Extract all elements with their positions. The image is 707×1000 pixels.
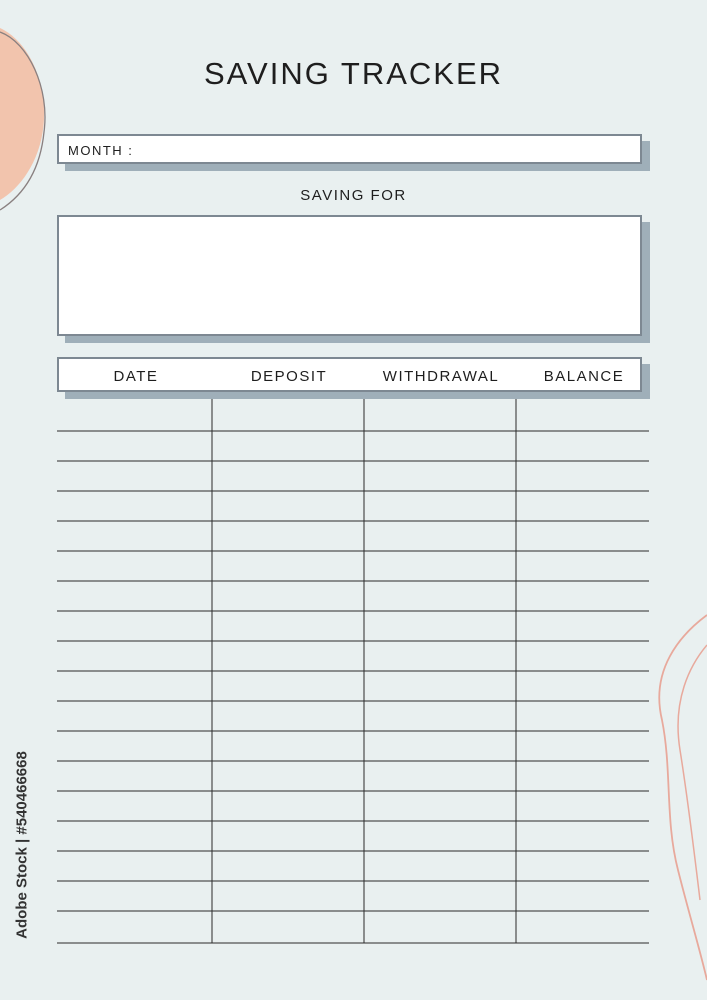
saving-for-label: SAVING FOR xyxy=(300,187,407,204)
month-label: MONTH : xyxy=(68,143,134,158)
column-header-withdrawal: WITHDRAWAL xyxy=(382,368,500,385)
watermark xyxy=(12,751,32,939)
column-header-deposit: DEPOSIT xyxy=(250,368,328,385)
column-header-date: DATE xyxy=(113,368,159,385)
column-header-balance: BALANCE xyxy=(543,368,625,385)
watermark-text: Adobe Stock | #540466668 xyxy=(13,751,31,939)
page-title: SAVING TRACKER xyxy=(203,56,504,91)
